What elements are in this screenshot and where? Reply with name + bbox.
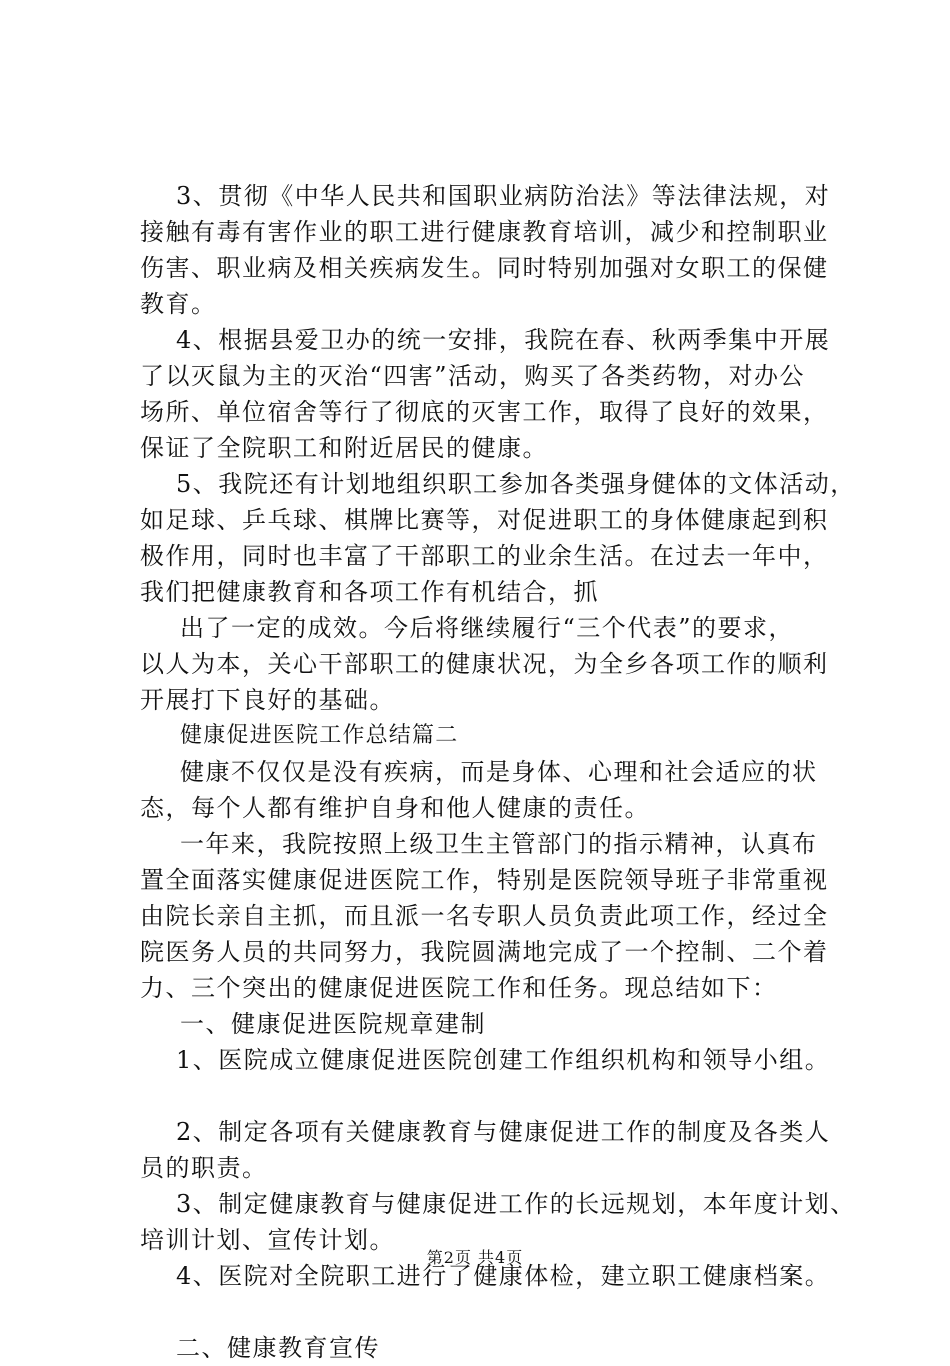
- paragraph-line: 4、医院对全院职工进行了健康体检，建立职工健康档案。: [176, 1262, 831, 1290]
- section-heading: 一、健康促进医院规章建制: [180, 1010, 486, 1038]
- blank-line: [140, 1294, 840, 1330]
- document-body: [140, 178, 856, 1366]
- paragraph-line: 了以灭鼠为主的灭治“四害”活动，购买了各类药物，对办公: [140, 362, 806, 390]
- paragraph-line: 3、制定健康教育与健康促进工作的长远规划，本年度计划、: [176, 1190, 856, 1218]
- paragraph-line: 2、制定各项有关健康教育与健康促进工作的制度及各类人: [176, 1118, 831, 1146]
- paragraph-line: 出了一定的成效。今后将继续履行“三个代表”的要求，: [180, 614, 795, 642]
- paragraph-line: 院医务人员的共同努力，我院圆满地完成了一个控制、二个着: [140, 938, 829, 966]
- paragraph-line: 员的职责。: [140, 1154, 268, 1182]
- paragraph-line: 4、根据县爱卫办的统一安排，我院在春、秋两季集中开展: [176, 326, 831, 354]
- paragraph-line: 极作用，同时也丰富了干部职工的业余生活。在过去一年中，: [140, 542, 829, 570]
- paragraph-line: 力、三个突出的健康促进医院工作和任务。现总结如下：: [140, 974, 778, 1002]
- paragraph-line: 由院长亲自主抓，而且派一名专职人员负责此项工作，经过全: [140, 902, 829, 930]
- paragraph-line: 如足球、乒乓球、棋牌比赛等，对促进职工的身体健康起到积: [140, 506, 829, 534]
- paragraph-line: 5、我院还有计划地组织职工参加各类强身健体的文体活动，: [176, 470, 856, 498]
- paragraph-line: 保证了全院职工和附近居民的健康。: [140, 434, 548, 462]
- paragraph-line: 培训计划、宣传计划。: [140, 1226, 395, 1254]
- page-number-footer: 第2页 共4页: [426, 1248, 524, 1267]
- section-heading: 二、健康教育宣传: [176, 1334, 380, 1362]
- section-heading: 健康促进医院工作总结篇二: [180, 723, 459, 748]
- paragraph-line: 接触有毒有害作业的职工进行健康教育培训，减少和控制职业: [140, 218, 829, 246]
- paragraph-line: 我们把健康教育和各项工作有机结合，抓: [140, 578, 599, 606]
- paragraph-line: 一年来，我院按照上级卫生主管部门的指示精神，认真布: [180, 830, 818, 858]
- blank-line: [140, 1078, 840, 1114]
- paragraph-line: 态，每个人都有维护自身和他人健康的责任。: [140, 794, 650, 822]
- paragraph-line: 以人为本，关心干部职工的健康状况，为全乡各项工作的顺利: [140, 650, 829, 678]
- paragraph-line: 1、医院成立健康促进医院创建工作组织机构和领导小组。: [176, 1046, 831, 1074]
- paragraph-line: 置全面落实健康促进医院工作，特别是医院领导班子非常重视: [140, 866, 829, 894]
- paragraph-line: 伤害、职业病及相关疾病发生。同时特别加强对女职工的保健: [140, 254, 829, 282]
- paragraph-line: 开展打下良好的基础。: [140, 686, 395, 714]
- paragraph-line: 教育。: [140, 290, 217, 318]
- paragraph-line: 场所、单位宿舍等行了彻底的灭害工作，取得了良好的效果，: [140, 398, 829, 426]
- paragraph-line: 3、贯彻《中华人民共和国职业病防治法》等法律法规，对: [176, 182, 831, 210]
- paragraph-line: 健康不仅仅是没有疾病，而是身体、心理和社会适应的状: [180, 758, 818, 786]
